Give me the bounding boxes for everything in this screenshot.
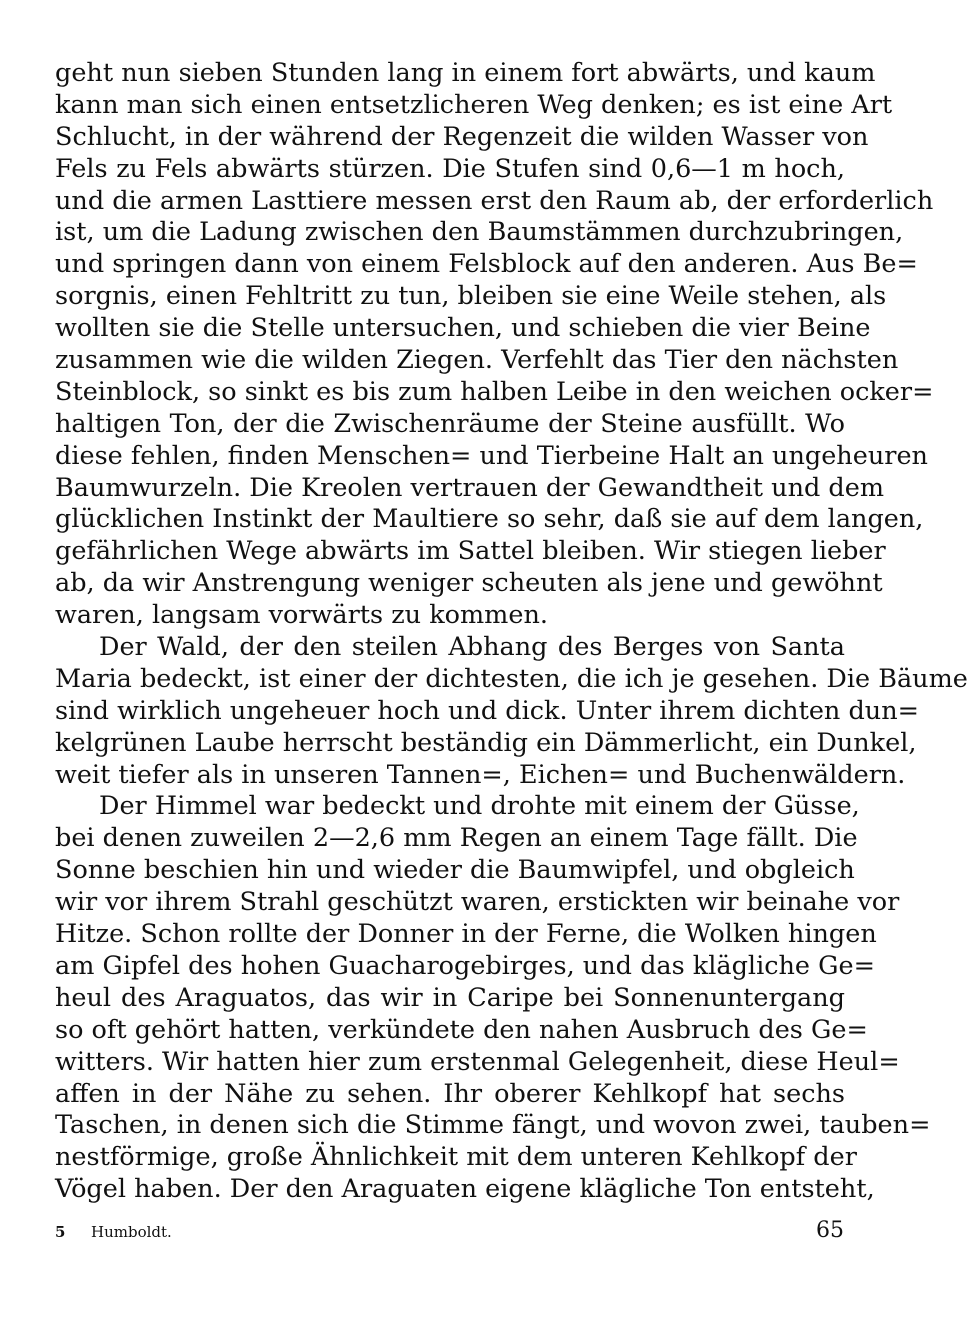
text-line: bei denen zuweilen 2—2,6 mm Regen an einem Tage fällt. Die xyxy=(55,823,858,854)
text-line: ab, da wir Anstrengung weniger scheuten als jene und gewöhnt xyxy=(55,568,883,599)
text-line: glücklichen Instinkt der Maultiere so sehr, daß sie auf dem langen, xyxy=(55,504,924,535)
text-line: gefährlichen Wege abwärts im Sattel bleiben. Wir stiegen lieber xyxy=(55,536,886,567)
text-line: affen in der Nähe zu sehen. Ihr oberer Kehlkopf hat sechs xyxy=(55,1078,845,1109)
paragraph-start-line: Der Himmel war bedeckt und drohte mit einem der Güsse, xyxy=(99,791,860,822)
text-line: kelgrünen Laube herrscht beständig ein Dämmerlicht, ein Dunkel, xyxy=(55,727,917,758)
text-line: Sonne beschien hin und wieder die Baumwipfel, und obgleich xyxy=(55,855,855,886)
text-line: sind wirklich ungeheuer hoch und dick. Unter ihrem dichten dun= xyxy=(55,695,919,726)
text-line: wollten sie die Stelle untersuchen, und schieben die vier Beine xyxy=(55,313,871,344)
text-line: Schlucht, in der während der Regenzeit die wilden Wasser von xyxy=(55,121,869,152)
paragraph-end-line: weit tiefer als in unseren Tannen=, Eichen= und Buchenwäldern. xyxy=(55,759,906,790)
text-line: heul des Araguatos, das wir in Caripe bei Sonnenuntergang xyxy=(55,982,845,1013)
text-line: zusammen wie die wilden Ziegen. Verfehlt das Tier den nächsten xyxy=(55,345,899,376)
signature-number: 5 xyxy=(55,1223,66,1241)
text-line: ist, um die Ladung zwischen den Baumstämmen durchzubringen, xyxy=(55,217,904,248)
body-text xyxy=(55,58,968,1206)
paragraph-end-line: waren, langsam vorwärts zu kommen. xyxy=(55,600,548,631)
paragraph-start-line: Der Wald, der den steilen Abhang des Berges von Santa xyxy=(99,632,845,663)
text-line: am Gipfel des hohen Guacharogebirges, und das klägliche Ge= xyxy=(55,950,875,981)
text-line: Baumwurzeln. Die Kreolen vertrauen der Gewandtheit und dem xyxy=(55,472,885,503)
text-line: so oft gehört hatten, verkündete den nahen Ausbruch des Ge= xyxy=(55,1014,868,1045)
text-line: Fels zu Fels abwärts stürzen. Die Stufen sind 0,6—1 m hoch, xyxy=(55,153,845,184)
text-line: Steinblock, so sinkt es bis zum halben Leibe in den weichen ocker= xyxy=(55,376,934,407)
text-line: Maria bedeckt, ist einer der dichtesten, die ich je gesehen. Die Bäume xyxy=(55,663,968,694)
page-footer xyxy=(55,1218,844,1248)
text-line: Taschen, in denen sich die Stimme fängt, und wovon zwei, tauben= xyxy=(55,1110,931,1141)
text-line: Hitze. Schon rollte der Donner in der Ferne, die Wolken hingen xyxy=(55,919,877,950)
text-line: haltigen Ton, der die Zwischenräume der Steine ausfüllt. Wo xyxy=(55,408,845,439)
text-line: nestförmige, große Ähnlichkeit mit dem unteren Kehlkopf der xyxy=(55,1142,857,1173)
text-line: sorgnis, einen Fehltritt zu tun, bleiben sie eine Weile stehen, als xyxy=(55,281,887,312)
text-line: kann man sich einen entsetzlicheren Weg denken; es ist eine Art xyxy=(55,89,893,120)
signature-name: Humboldt. xyxy=(91,1223,172,1241)
text-line: Vögel haben. Der den Araguaten eigene klägliche Ton entsteht, xyxy=(55,1174,875,1205)
text-line: und springen dann von einem Felsblock auf den anderen. Aus Be= xyxy=(55,249,918,280)
text-line: witters. Wir hatten hier zum erstenmal Gelegenheit, diese Heul= xyxy=(55,1046,900,1077)
text-line: geht nun sieben Stunden lang in einem fort abwärts, und kaum xyxy=(55,58,876,88)
text-line: und die armen Lasttiere messen erst den Raum ab, der erforderlich xyxy=(55,185,934,216)
text-line: wir vor ihrem Strahl geschützt waren, erstickten wir beinahe vor xyxy=(55,887,900,918)
page-number: 65 xyxy=(816,1218,844,1243)
text-line: diese fehlen, finden Menschen= und Tierbeine Halt an ungeheuren xyxy=(55,440,928,471)
